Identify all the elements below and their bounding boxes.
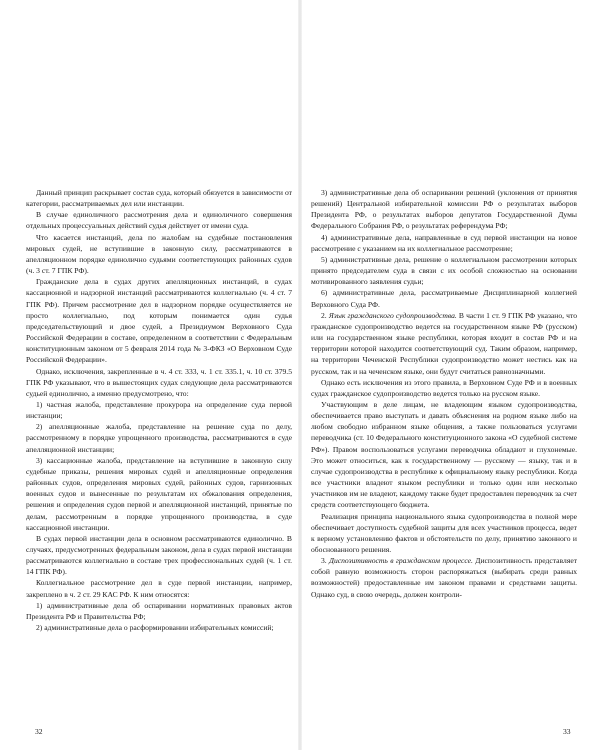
principle-text: Диспозитивность представляет собой равную возможность сторон распоряжаться (выбирать среди равных возможностей) предоставленные им законом правами и средствами защиты. Однако суд, в свою очередь, должен контроли- (311, 556, 578, 599)
principle-number: 2. (321, 310, 329, 320)
list-item: 2) административные дела о расформировании избирательных комиссий; (36, 623, 274, 633)
paragraph: Коллегиальное рассмотрение дел в суде первой инстанции, например, закреплено в ч. 2 ст. 29 КАС РФ. К ним относятся: (26, 578, 292, 599)
principle-title: Диспозитивность в гражданском процессе. (329, 556, 473, 566)
paragraph: Что касается инстанций, дела по жалобам на судебные постановления мировых судей, не вступившие в законную силу, рассматриваются в апелляционном порядке единолично судьями соответствующих районных судов (ч. 3 ст. 7 ГПК РФ). (26, 232, 292, 276)
list-item: 1) частная жалоба, представление прокурора на определение суда первой инстанции; (26, 399, 292, 421)
principle-title: Язык гражданского судопроизводства. (328, 310, 457, 320)
paragraph: Однако есть исключения из этого правила, в Верховном Суде РФ и в военных судах гражданское судопроизводство ведется только на русском языке. (311, 377, 577, 398)
list-item: 3) кассационные жалоба, представление на вступившие в законную силу судебные приказы, решения мировых судей и апелляционные определения районных судов, определения мировых судей, районных судов, гарнизонных военных судов и вынесенные по результатам их обжалования определения, решения и определения судов первой и апелляционной инстанций, принятые по делам, рассмотренным в порядке упрощенного производства, в суде кассационной инстанции. (26, 455, 292, 532)
paragraph: Однако, исключения, закрепленные в ч. 4 ст. 333, ч. 1 ст. 335.1, ч. 10 ст. 379.5 ГПК РФ указывают, что в вышестоящих судах следующие дела рассматриваются судьей единолично, а именно предусмотрено, что: (26, 366, 292, 398)
paragraph: Данный принцип раскрывает состав суда, который обязуется в зависимости от категории, рассматриваемых дел или инстанции. (26, 188, 292, 209)
paragraph: Участвующим в деле лицам, не владеющим языком судопроизводства, обеспечивается право выступать и давать объяснения на родном языке либо на любом свободно избранном языке общения, а также пользоваться услугами переводчика (ст. 10 Федерального конституционного закона «О судебной системе РФ»). Правом воспользоваться услугами переводчика обладают и глухонемые. Это может относиться, как к государственному — русскому — языку, так и в случае судопроизводства в республике к официальному языку республики. Когда все участники владеют языком республики и только один или несколько участников им не владеют, каждому также будет предоставлен переводчик за счет средств соответствующего бюджета. (311, 399, 577, 510)
list-item: 3) административные дела об оспаривании решений (уклонения от принятия решений) Центральной избирательной комиссии РФ о результатах выборов Президента РФ, о результатах выборов депутатов Государственной Думы Федерального Собрания РФ, о результатах референдума РФ; (311, 188, 577, 231)
paragraph: В судах первой инстанции дела в основном рассматриваются единолично. В случаях, предусмотренных федеральным законом, дела в судах первой инстанции рассматриваются коллегиально в составе трех профессиональных судей (ч. 1 ст. 14 ГПК РФ). (26, 533, 292, 577)
right-page (311, 187, 577, 600)
principle-language-paragraph (311, 310, 577, 377)
principle-dispositivity-paragraph (311, 555, 577, 600)
paragraph: Реализация принципа национального языка судопроизводства в полной мере обеспечивает доступность судебной защиты для всех участников процесса, ведет к верному установлению фактов и обстоятельств по делу, принятию законного и обоснованного решения. (311, 511, 577, 554)
paragraph: Гражданские дела в судах других апелляционных инстанций, в судах кассационной и надзорной инстанций рассматриваются коллегиально (ч. 4 ст. 7 ГПК РФ). Причем рассмотрение дел в надзорном порядке осуществляется не просто коллегиально, под которым понимается один судья председательствующий и двое судей, а Президиумом Верховного Суда Российской Федерации в составе, определенном в соответствии с Федеральным конституционным законом от 5 февраля 2014 года № 3-ФКЗ «О Верховном Суде Российской Федерации». (26, 277, 292, 365)
page-number-left: 32 (35, 727, 43, 736)
left-page (26, 187, 292, 633)
list-item: 1) административные дела об оспаривании нормативных правовых актов Президента РФ и Правительства РФ; (26, 600, 292, 621)
paragraph: В случае единоличного рассмотрения дела и единоличного совершения отдельных процессуальных действий судья действует от имени суда. (26, 210, 292, 231)
page-number-right: 33 (563, 727, 571, 736)
principle-number: 3. (321, 556, 330, 566)
list-item: 5) административные дела, решение о коллегиальном рассмотрении которых принято председателем суда в связи с их особой сложностью на основании мотивированного заявления судьи; (311, 254, 577, 287)
list-item: 6) административные дела, рассматриваемые Дисциплинарной коллегией Верховного Суда РФ. (311, 288, 577, 309)
list-item: 2) апелляционные жалоба, представление на решение суда по делу, рассмотренному в порядке упрощенного производства, рассматриваются в суде апелляционной инстанции; (26, 422, 292, 454)
principle-text: В части 1 ст. 9 ГПК РФ указано, что гражданское судопроизводство ведется на государственном языке РФ (русском) или на государственном языке республики, которая входит в состав РФ и на территории которой находится соответствующий суд. Таким образом, например, на территории Чеченской Республики судопроизводство может нестись как на русском, так и на чеченском языке, они будут считаться равнозначными. (311, 310, 577, 376)
book-gutter (298, 0, 302, 750)
list-item: 4) административные дела, направленные в суд первой инстанции на новое рассмотрение с указанием на их коллегиальное рассмотрение; (311, 232, 577, 253)
